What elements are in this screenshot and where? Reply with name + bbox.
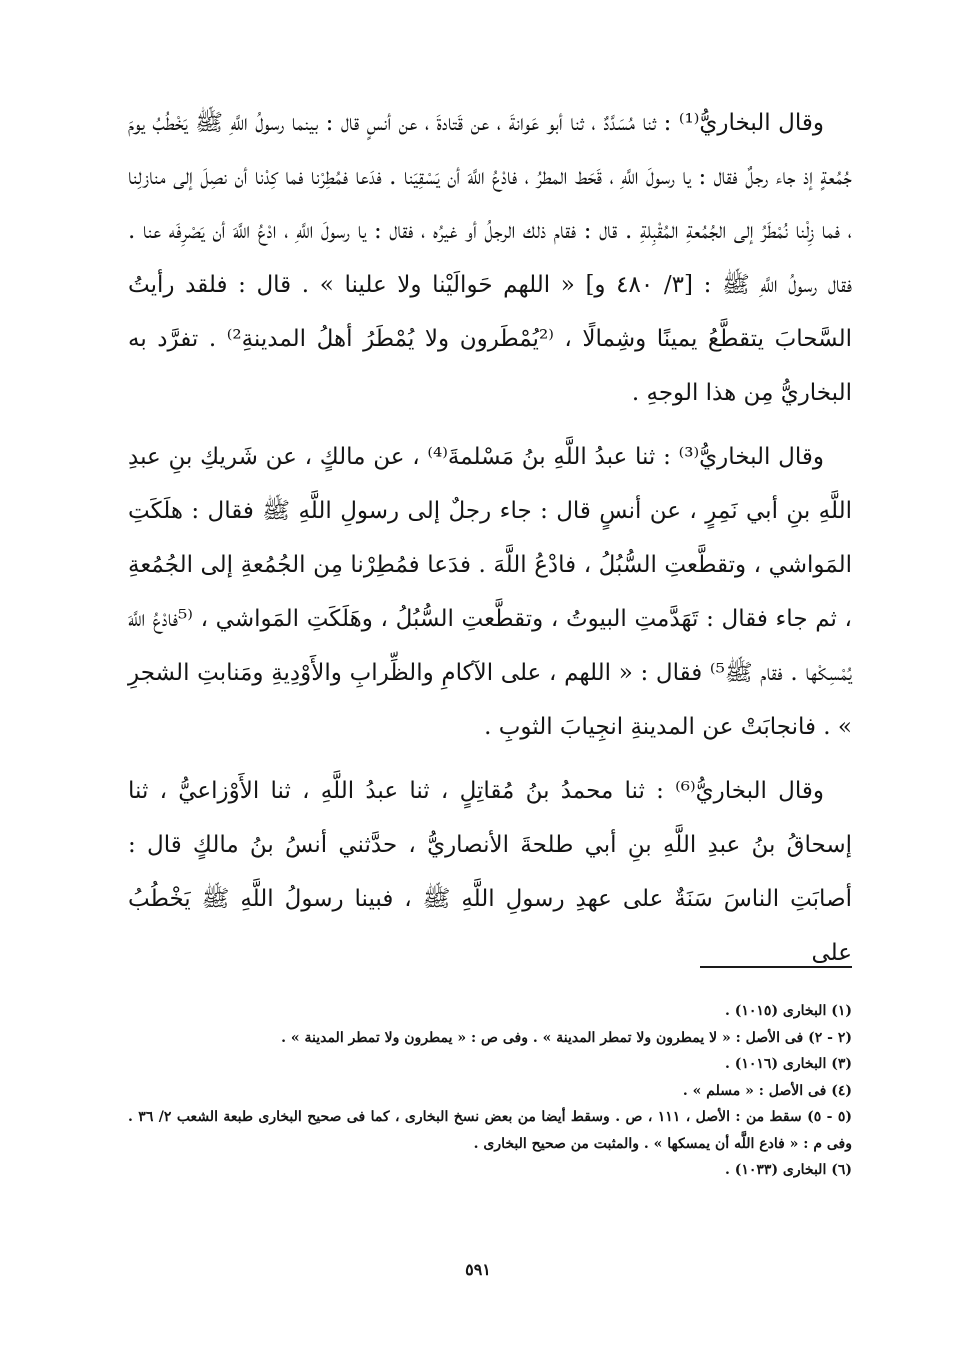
footnote-5: (٥ - ٥) سقط من : الأصل ، ١١١ ، ص . وسقط أيضا من بعض نسخ البخارى ، كما فى صحيح البخارى طبعة الشعب ٢/ ٣٦ . وفى م : « فادع اللَّه أن يمسكها » . والمثبت من صحيح البخارى .: [128, 1109, 852, 1152]
footnote-1: (١) البخارى (١٠١٥) .: [724, 1003, 852, 1019]
footnote-6: (٦) البخارى (١٠٣٣) .: [724, 1162, 852, 1178]
page-number: ٥٩١: [465, 1260, 491, 1279]
footnote-2: (٢ - ٢) فى الأصل : « لا يمطرون ولا تمطر المدينة » . وفى ص : « يمطرون ولا تمطر المدينة » .: [281, 1029, 852, 1046]
footnote-3: (٣) البخارى (١٠١٦) .: [724, 1056, 852, 1072]
paragraph-3: وقال البخاريُّ⁽⁶⁾ : ثنا محمدُ بنُ مُقاتِلٍ ، ثنا عبدُ اللَّهِ ، ثنا الأَوْزاعيُّ ، ثنا إسحاقُ بنُ عبدِ اللَّهِ بنِ أبي طلحةَ الأنصاريُّ ، حدَّثني أنسُ بنُ مالكٍ قال : أصابَتِ الناسَ سَنَةٌ على عهدِ رسولِ اللَّهِ ﷺ ، فبينا رسولُ اللَّهِ ﷺ يَخْطُبُ على: [128, 778, 852, 966]
paragraph-2: وقال البخاريُّ⁽³⁾ : ثنا عبدُ اللَّهِ بنُ مَسْلمةَ⁽⁴⁾ ، عن مالكٍ ، عن شَريكِ بنِ عبدِ اللَّهِ بنِ أبي نَمِرٍ ، عن أنسٍ قال : جاء رجلٌ إلى رسولِ اللَّهِ ﷺ فقال : هلَكَتِ المَواشي ، وتقطَّعتِ السُّبُلُ ، فادْعُ اللَّهَ . فدَعا فمُطِرْنا مِن الجُمُعةِ إلى الجُمُعةِ ، ثم جاء فقال : تَهَدَّمتِ البيوتُ ، وتقطَّعتِ السُّبُلُ ، وهَلَكَتِ المَواشي ، ⁽⁵فادْعُ اللَّهَ يُمْسِكْها . فقام ﷺ⁵⁾ فقال : « اللهم ، على الآكامِ والظِّرابِ والأَوْدِيةِ ومَنابتِ الشجرِ » . فانجابَتْ عن المدينةِ انجِيابَ الثوبِ .: [128, 444, 852, 740]
paragraph-1: وقال البخاريُّ⁽¹⁾ : ثنا مُسَدَّدٌ ، ثنا أبو عَوانةَ ، عن قَتادةَ ، عن أنسٍ قال : بينما رسولُ اللَّهِ ﷺ يَخْطُبُ يومَ جُمُعةٍ إذ جاء رجلٌ فقال : يا رسولَ اللَّهِ ، قَحَط المطرُ ، فادْعُ اللَّهَ أن يَسْقِيَنا . فدَعا فمُطِرْنا فما كِدْنا أن نصِلَ إلى منازلِنا ، فما زِلْنا نُمْطَرُ إلى الجُمُعةِ المُقْبِلةِ . قال : فقام ذلك الرجلُ أو غيرُه ، فقال : يا رسولَ اللَّهِ ، ادْعُ اللَّهَ أن يَصْرِفَه عنا . فقال رسولُ اللَّهِ ﷺ : [٣/ ٤٨٠ و] « اللهم حَوالَيْنا ولا علينا » . قال : فلقد رأيتُ السَّحابَ يتقطَّعُ يمينًا وشِمالًا ، ⁽²يُمْطَرون ولا يُمْطَرُ أهلُ المدينةِ²⁾ . تفرَّد به البخاريُّ مِن هذا الوجهِ .: [128, 110, 852, 406]
footnote-separator: [700, 966, 852, 968]
main-text: [128, 96, 852, 990]
footnote-4: (٤) فى الأصل : « مسلم » .: [682, 1082, 852, 1099]
footnotes: [128, 998, 852, 1184]
